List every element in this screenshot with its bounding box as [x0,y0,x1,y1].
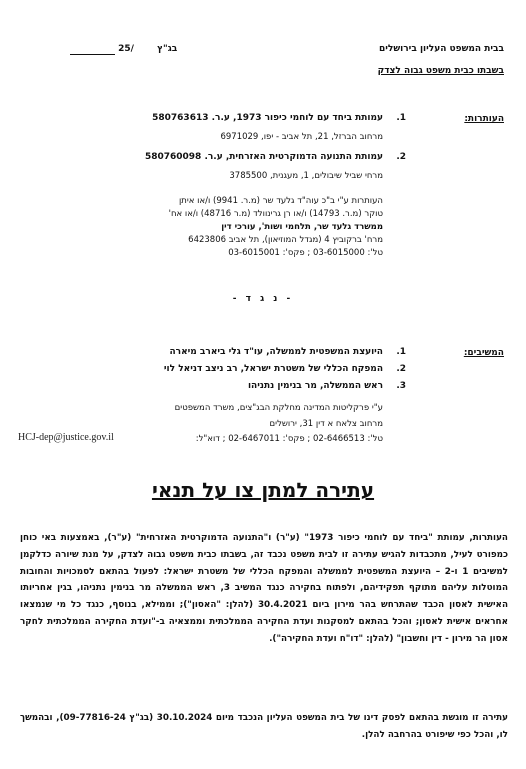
document-title: עתירה למתן צו על תנאי [151,478,375,502]
petitioner-2-name: עמותת התנועה הדמוקרטית האזרחית, ע.ר. 580760098 [144,152,383,162]
petitioner-1-number: 1. [396,113,406,123]
petitioner-1-address: מרחוב הברזל, 21, תל אביב - יפו, 6971029 [220,132,383,142]
petitioner-2-number: 2. [396,152,406,162]
petitioners-counsel-line-4: מרח' ברקוביץ 4 (מגדל המוזיאון), תל אביב 6423806 [188,235,383,245]
petitioners-counsel-line-5: טל': 03-6015000 ; פקס': 03-6015001 [228,248,383,258]
body-paragraph-1: העותרות, עמותת "ביחד עם לוחמי כיפור 1973" (ע"ר) ו"התנועה הדמוקרטית האזרחית" (ע"ר), באמצעות באי כוחן כמפורט לעיל, מתכבדות להגיש עתירה זו לבית משפט נכבד זה, בשבתו כבית משפט גבוה לצדק, על מנת שיורה כדלקמן למשיבים 1 ו-2 – היועצת המשפטית לממשלה והמפקח הכללי של משטרת ישראל: לפעול בהתאם לסמכויות והחובות המוטלות עליהם מתוקף תפקידיהם, ולפתוח בחקירה כנגד המשיב 3, ראש הממשלה מר בנימין נתניהו, בגין אחריותו האישית לאסון הכבד שהתרחש בהר מירון ביום 30.4.2021 (להלן: "האסון"); וממילא, בנוסף, כנגד כל מי שנמצאו אחראים אישית לאסון; והכל בהתאם למסקנות ועדת החקירה הממלכתית וממצאיה ב-"ועדת החקירה הממלכתית לחקר אסון הר מירון - דין וחשבון" (להלן: "דו"ח ועדת החקירה"). [20,533,509,644]
respondent-3-number: 3. [396,381,406,391]
respondents-email: HCJ-dep@justice.gov.il [18,432,114,443]
case-year: 25/ [118,44,134,54]
petitioners-counsel-line-1: העותרות ע"י ב"כ עוה"ד גלעד שר (מ.ר. 9941) ו/או איתן [178,196,383,206]
petitioner-1-name: עמותת ביחד עם לוחמי כיפור 1973, ע.ר. 580763613 [152,113,383,123]
petitioner-2-address: מרחי שביל שיבולים, 1, מעגנית, 3785500 [229,171,383,181]
respondent-2-name: המפקח הכללי של משטרת ישראל, רב ניצב דניאל לוי [163,364,383,374]
respondent-3-name: ראש הממשלה, מר בנימין נתניהו [247,381,383,391]
petitioners-label: העותרות: [464,114,504,124]
respondent-1-name: היועצת המשפטית לממשלה, עו"ד גלי ביארב מיארה [169,347,383,357]
respondents-label: המשיבים: [463,348,504,358]
respondents-counsel-line-2: מרחוב צלאח א דין 31, ירושלים [269,419,383,429]
petitioners-counsel-line-2: טוקר (מ.ר. 14793) ו/או רן גרינוולד (מ.ר 48716) ו/או אח' [168,209,383,219]
body-paragraph-2: עתירה זו מוגשת בהתאם לפסק דינו של בית המשפט העליון הנכבד מיום 30.10.2024 (בג"ץ 09-77816-24), ובהמשך לו, והכל כפי שיפורט בהרחבה להלן. [20,713,508,740]
respondents-counsel-line-1: ע"י פרקליטות המדינה מחלקת הבג"צים, משרד המשפטים [174,403,383,413]
versus-separator: - נ ג ד - [232,294,294,304]
case-number-blank [70,44,115,55]
court-role: בשבתו כבית משפט גבוה לצדק [377,66,504,76]
court-name: בבית המשפט העליון בירושלים [378,44,504,54]
respondents-counsel-line-3: טל': 02-6466513 ; פקס': 02-6467011 ; דוא"ל: [195,434,383,444]
case-prefix: בג"ץ [157,44,178,54]
petitioners-counsel-line-3: ממשרד גלעד שר, תלחמי ושות', עורכי דין [221,222,383,232]
respondent-1-number: 1. [396,347,406,357]
case-number [70,44,190,56]
respondent-2-number: 2. [396,364,406,374]
